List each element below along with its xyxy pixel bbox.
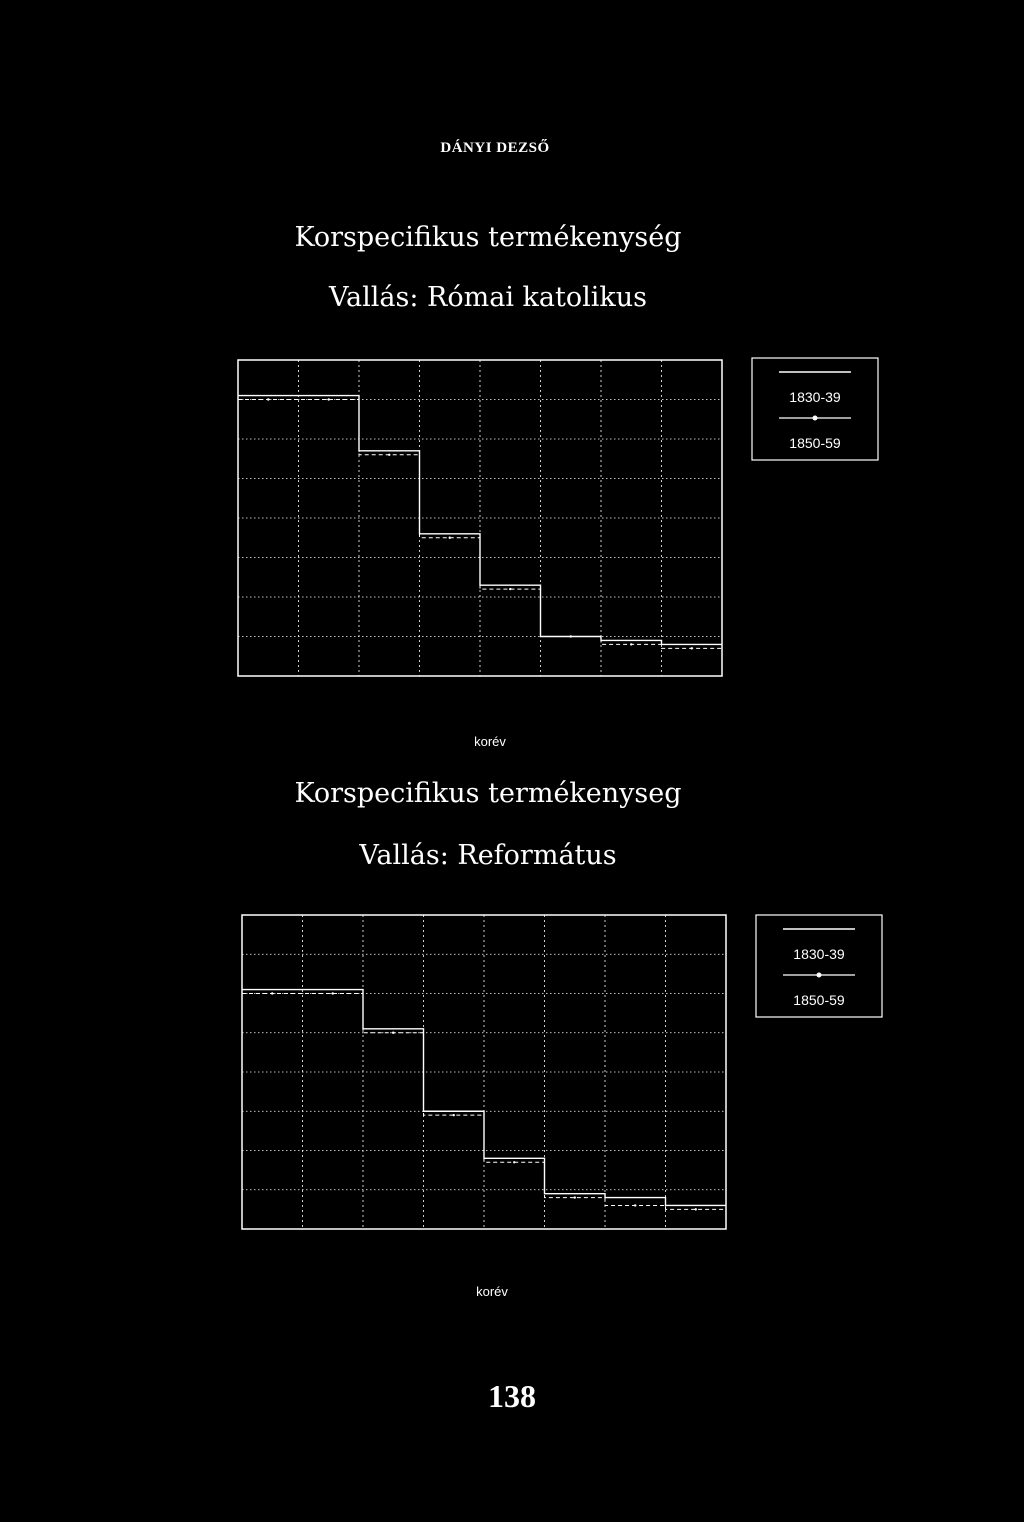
chart-1-subtitle: Vallás: Római katolikus bbox=[329, 282, 647, 313]
chart-2-title: Korspecifikus termékenyseg bbox=[294, 778, 682, 809]
chart-2-series-2-point bbox=[695, 1208, 697, 1210]
chart-1-xlabel: korév bbox=[474, 734, 506, 749]
chart-2-legend-label-2: 1850-59 bbox=[793, 992, 845, 1008]
chart-1-legend-label-1: 1830-39 bbox=[789, 389, 841, 405]
chart-2-xlabel: korév bbox=[476, 1284, 508, 1299]
chart-1-legend-label-2: 1850-59 bbox=[789, 435, 841, 451]
chart-2-subtitle: Vallás: Református bbox=[359, 840, 617, 871]
chart-2-series-2-point bbox=[453, 1114, 455, 1116]
chart-2-series-2-point bbox=[634, 1204, 636, 1206]
chart-2-series-2-point bbox=[392, 1032, 394, 1034]
chart-1-title: Korspecifikus termékenység bbox=[294, 222, 682, 253]
chart-2-series-2-point bbox=[271, 992, 273, 994]
chart-2-series-2-point bbox=[513, 1161, 515, 1163]
chart-2-series-2-point bbox=[574, 1196, 576, 1198]
page-number: 138 bbox=[488, 1378, 536, 1414]
chart-2-legend-marker-2 bbox=[817, 973, 822, 978]
chart-2-legend-label-1: 1830-39 bbox=[793, 946, 845, 962]
author-header: DÁNYI DEZSŐ bbox=[440, 140, 550, 156]
chart-2-series-2-point bbox=[332, 992, 334, 994]
